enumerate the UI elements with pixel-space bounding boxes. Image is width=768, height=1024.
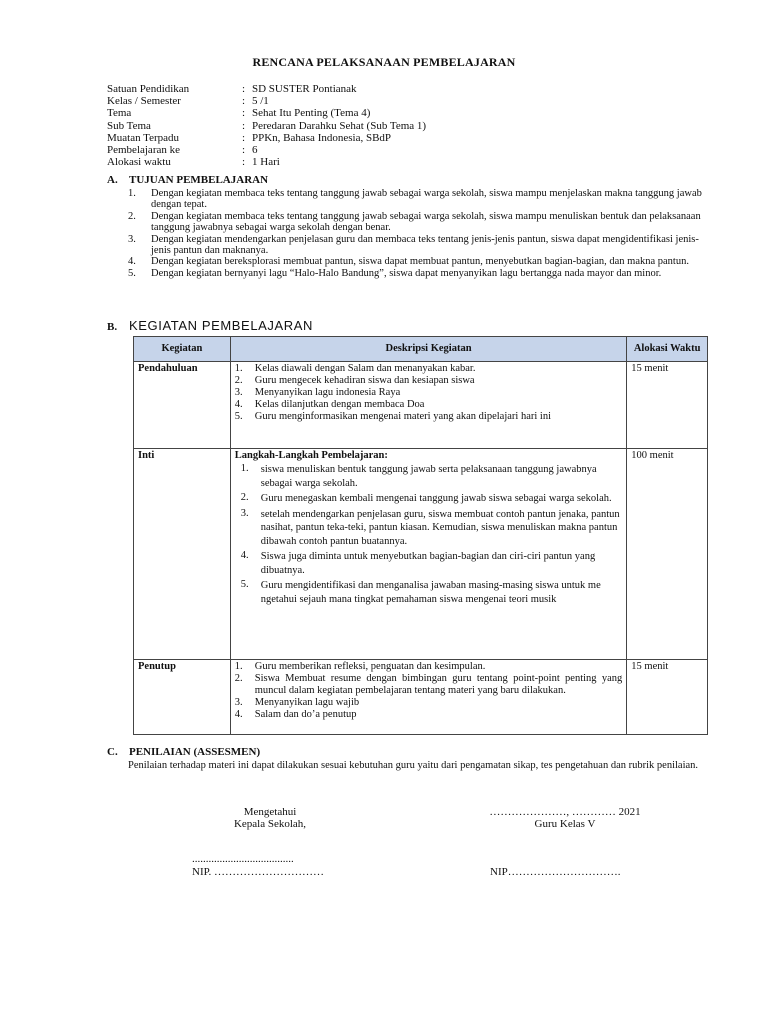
list-item — [235, 411, 623, 423]
list-text: Dengan kegiatan mendengarkan penjelasan guru dan membaca teks tentang jenis-jenis pantun, siswa dapat mengidentifikasi jenis-jenis pantun dan maknanya. — [151, 233, 699, 257]
section-b-heading — [107, 318, 313, 333]
list-number: 3. — [240, 507, 249, 519]
row-label: Penutup — [134, 660, 231, 735]
sign-date: …………………, ………… 2021 — [489, 806, 641, 818]
row-time: 15 menit — [627, 362, 708, 449]
row-label: Inti — [134, 449, 231, 660]
list-item — [235, 399, 623, 411]
info-row — [107, 144, 426, 156]
list-number: 2. — [128, 210, 136, 222]
tujuan-list — [128, 188, 713, 279]
row-time: 15 menit — [627, 660, 708, 735]
page-title: RENCANA PELAKSANAAN PEMBELAJARAN — [252, 55, 516, 69]
info-row — [107, 132, 426, 144]
list-text: Dengan kegiatan membaca teks tentang tanggung jawab sebagai warga sekolah, siswa mampu menjelaskan makna tanggung jawab dengan tepat. — [151, 188, 702, 211]
list-number: 1. — [128, 188, 136, 199]
info-colon: : — [242, 156, 246, 169]
row-label: Pendahuluan — [134, 362, 231, 449]
info-label: Muatan Terpadu — [107, 131, 180, 144]
info-value: Peredaran Darahku Sehat (Sub Tema 1) — [252, 119, 427, 132]
header-alokasi: Alokasi Waktu — [627, 337, 708, 362]
list-number: 4. — [128, 256, 136, 268]
sign-kepala-sekolah: Kepala Sekolah, — [233, 818, 307, 830]
list-item — [235, 375, 623, 387]
info-label: Kelas / Semester — [107, 95, 181, 108]
signature-right-nip: NIP…………………………. — [490, 866, 621, 878]
info-label: Sub Tema — [107, 119, 151, 132]
list-text: Menyanyikan lagu wajib — [254, 697, 360, 708]
list-item — [128, 234, 713, 257]
list-text: Guru memberikan refleksi, penguatan dan kesimpulan. — [254, 661, 486, 672]
sign-mengetahui: Mengetahui — [243, 806, 297, 818]
signature-right-title — [450, 806, 680, 830]
signature-left-name: ..................................... — [192, 853, 294, 865]
info-value: Sehat Itu Penting (Tema 4) — [252, 107, 371, 120]
info-label: Alokasi waktu — [107, 156, 171, 169]
list-text: Dengan kegiatan bereksplorasi membuat pantun, siswa dapat membuat pantun, menyebutkan bagian-bagian, dan makna pantun. — [151, 256, 689, 268]
list-number: 3. — [128, 233, 136, 245]
info-block — [107, 83, 426, 168]
list-text: Siswa juga diminta untuk menyebutkan bagian-bagian dan ciri-ciri pantun yang dibuatnya. — [260, 551, 596, 576]
list-text: Guru mengidentifikasi dan menganalisa jawaban masing-masing siswa untuk me ngetahui sejauh mana tingkat pemahaman siswa mengenai teori musik — [260, 580, 601, 605]
table-row — [134, 660, 708, 735]
header-deskripsi: Deskripsi Kegiatan — [230, 337, 627, 362]
row-time: 100 menit — [627, 449, 708, 660]
section-title: KEGIATAN PEMBELAJARAN — [129, 318, 314, 333]
table-header-row — [134, 337, 708, 362]
list-text: Kelas diawali dengan Salam dan menanyakan kabar. — [254, 363, 476, 374]
info-colon: : — [242, 95, 246, 108]
list-number: 2. — [234, 375, 243, 386]
kegiatan-table — [133, 336, 708, 735]
list-text: Salam dan do’a penutup — [254, 709, 357, 720]
list-text: Kelas dilanjutkan dengan membaca Doa — [254, 399, 425, 410]
table-row — [134, 449, 708, 660]
row-description — [230, 449, 627, 660]
info-label: Pembelajaran ke — [107, 143, 180, 156]
list-text: Dengan kegiatan bernyanyi lagu “Halo-Halo Bandung”, siswa dapat menyanyikan lagu bertangga nada mayor dan minor. — [151, 267, 662, 279]
section-title: PENILAIAN (ASSESMEN) — [129, 746, 261, 758]
table-row — [134, 362, 708, 449]
list-number: 2. — [234, 673, 243, 684]
header-kegiatan: Kegiatan — [134, 337, 231, 362]
list-item — [235, 508, 623, 549]
section-letter: B. — [107, 321, 118, 333]
list-item — [235, 363, 623, 375]
info-row — [107, 83, 426, 95]
list-number: 5. — [240, 579, 249, 590]
list-item — [235, 697, 623, 709]
list-text: siswa menuliskan bentuk tanggung jawab serta pelaksanaan tanggung jawabnya sebagai warga sekolah. — [260, 464, 597, 489]
list-number: 4. — [234, 709, 243, 720]
info-colon: : — [242, 119, 246, 132]
list-text: setelah mendengarkan penjelasan guru, siswa membuat contoh pantun jenaka, pantun nasihat, pantun teka-teki, pantun kiasan. Kemudian, siswa menuliskan makna pantun dibawah contoh pantun buatannya. — [260, 508, 620, 547]
section-letter: A. — [107, 174, 118, 186]
signature-left-title — [200, 806, 340, 830]
info-colon: : — [242, 143, 246, 156]
list-text: Guru mengecek kehadiran siswa dan kesiapan siswa — [254, 375, 475, 386]
list-text: Siswa Membuat resume dengan bimbingan guru tentang point-point penting yang muncul dalam kegiatan pembelajaran tentang materi yang baru dilakukan. — [254, 673, 623, 696]
list-item — [235, 673, 623, 697]
section-letter: C. — [107, 746, 118, 758]
list-text: Guru menegaskan kembali mengenai tanggung jawab siswa sebagai warga sekolah. — [260, 493, 612, 504]
list-item — [235, 709, 623, 721]
info-row — [107, 95, 426, 107]
list-item — [235, 661, 623, 673]
signature-left-nip: NIP. ………………………… — [192, 866, 325, 878]
row-description — [230, 362, 627, 449]
list-text: Menyanyikan lagu indonesia Raya — [254, 387, 401, 398]
list-item — [235, 492, 623, 506]
list-number: 1. — [234, 363, 243, 374]
info-label: Satuan Pendidikan — [107, 83, 190, 95]
list-number: 1. — [234, 661, 243, 672]
info-row — [107, 120, 426, 132]
info-colon: : — [242, 131, 246, 144]
info-value: PPKn, Bahasa Indonesia, SBdP — [252, 131, 392, 144]
info-colon: : — [242, 83, 246, 95]
list-item — [128, 256, 713, 267]
penilaian-text: Penilaian terhadap materi ini dapat dilakukan sesuai kebutuhan guru yaitu dari pengamatan sikap, tes pengetahuan dan rubrik penilaian. — [128, 760, 699, 771]
list-text: Dengan kegiatan membaca teks tentang tanggung jawab sebagai warga sekolah, siswa mampu menuliskan bentuk dan pelaksanaan tanggung jawabnya sebagai warga sekolah dengan benar. — [151, 210, 701, 234]
info-row — [107, 156, 426, 168]
section-c-heading — [107, 746, 260, 758]
list-item — [235, 550, 623, 577]
list-number: 5. — [128, 267, 136, 279]
info-colon: : — [242, 107, 246, 120]
list-number: 4. — [240, 550, 249, 561]
list-number: 1. — [240, 463, 249, 474]
list-item — [128, 188, 713, 211]
inti-subheading: Langkah-Langkah Pembelajaran: — [234, 450, 388, 461]
list-item — [235, 579, 623, 606]
info-value: SD SUSTER Pontianak — [252, 83, 357, 95]
sign-guru-kelas: Guru Kelas V — [534, 818, 596, 830]
list-number: 5. — [234, 411, 243, 422]
row-description — [230, 660, 627, 735]
info-row — [107, 107, 426, 119]
info-value: 6 — [252, 143, 258, 156]
info-label: Tema — [107, 107, 132, 120]
list-number: 3. — [234, 697, 243, 708]
list-number: 2. — [240, 492, 249, 503]
info-value: 1 Hari — [252, 156, 280, 169]
section-a-heading — [107, 174, 268, 186]
list-item — [128, 211, 713, 234]
list-item — [235, 463, 623, 490]
list-text: Guru menginformasikan mengenai materi yang akan dipelajari hari ini — [254, 411, 551, 422]
list-item — [128, 268, 713, 279]
info-value: 5 /1 — [252, 95, 269, 108]
list-number: 4. — [234, 399, 243, 410]
list-item — [235, 387, 623, 399]
list-number: 3. — [234, 387, 243, 398]
section-title: TUJUAN PEMBELAJARAN — [129, 174, 269, 186]
